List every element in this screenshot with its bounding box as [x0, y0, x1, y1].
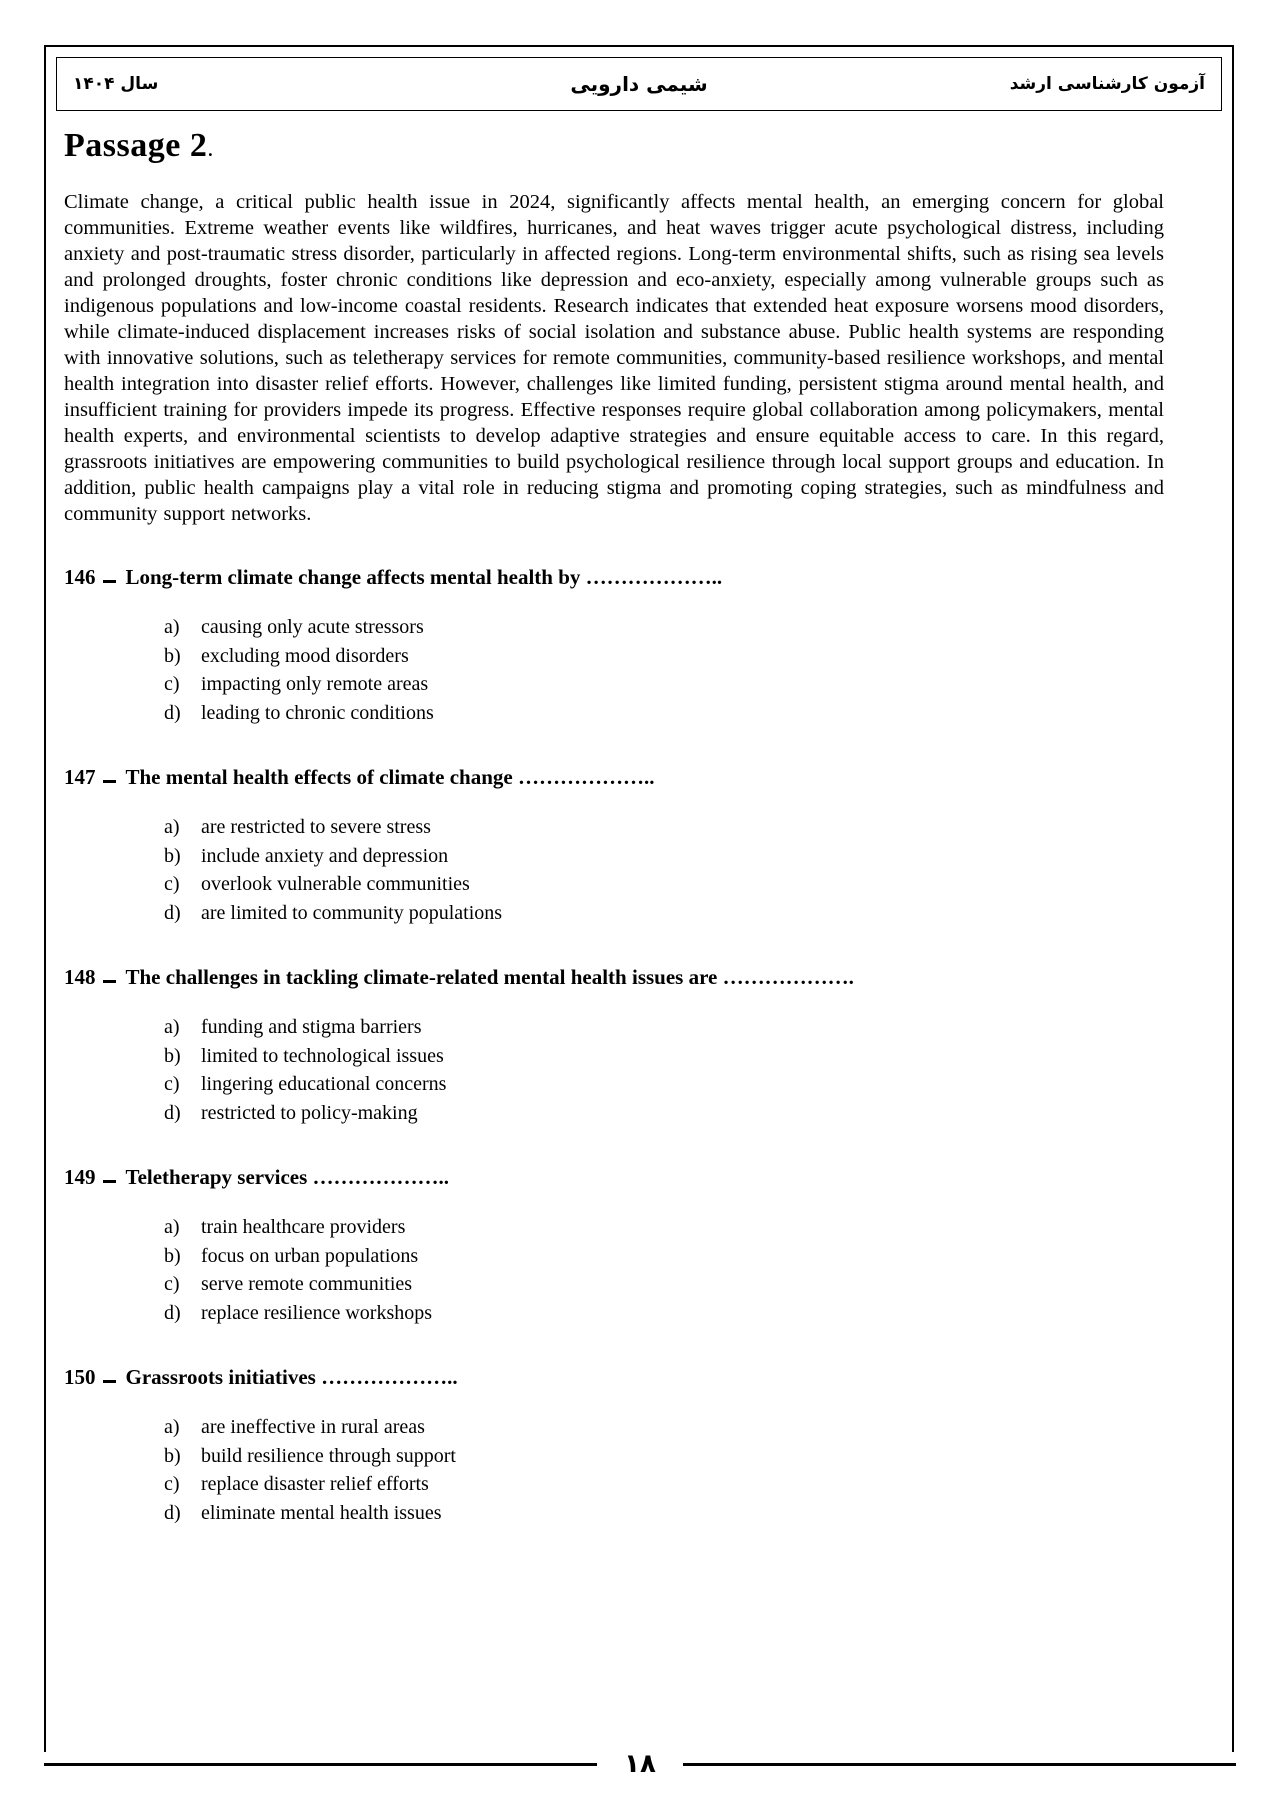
option-text: limited to technological issues	[201, 1044, 444, 1067]
option-row	[164, 670, 1164, 699]
question-dash	[103, 1180, 116, 1184]
option-row	[164, 1270, 1164, 1299]
option-text: are restricted to severe stress	[201, 816, 431, 838]
option-text: are ineffective in rural areas	[201, 1416, 425, 1438]
option-text: excluding mood disorders	[201, 644, 409, 667]
question-147-options	[164, 813, 1164, 927]
option-text: train healthcare providers	[201, 1216, 406, 1238]
option-letter: d)	[164, 701, 181, 724]
question-146-heading	[64, 563, 1164, 591]
option-row	[164, 1499, 1164, 1528]
option-row	[164, 1099, 1164, 1128]
option-letter: c)	[164, 873, 180, 895]
option-text: leading to chronic conditions	[201, 701, 434, 724]
option-letter: d)	[164, 901, 181, 924]
question-149-number: 149	[64, 1165, 96, 1189]
option-row	[164, 1242, 1164, 1271]
option-letter: b)	[164, 1044, 181, 1067]
passage-title	[64, 127, 1164, 165]
footer-rule-right	[683, 1763, 1236, 1766]
option-row	[164, 699, 1164, 728]
header-exam-label: آزمون کارشناسی ارشد	[1009, 74, 1205, 94]
option-text: causing only acute stressors	[201, 616, 424, 638]
option-letter: b)	[164, 1444, 181, 1467]
question-146-number: 146	[64, 565, 96, 589]
option-row	[164, 1470, 1164, 1499]
option-letter: a)	[164, 1416, 180, 1438]
option-letter: c)	[164, 1073, 180, 1095]
option-row	[164, 1013, 1164, 1042]
passage-title-text: Passage 2	[64, 127, 208, 164]
question-149-text: Teletherapy services ………………..	[125, 1165, 450, 1189]
question-147-text: The mental health effects of climate change ………………..	[125, 765, 655, 789]
question-150-text: Grassroots initiatives ………………..	[125, 1365, 458, 1389]
question-dash	[103, 580, 116, 584]
option-row	[164, 870, 1164, 899]
option-letter: b)	[164, 644, 181, 667]
option-text: replace resilience workshops	[201, 1301, 433, 1324]
option-row	[164, 1042, 1164, 1071]
option-text: serve remote communities	[201, 1273, 413, 1295]
option-letter: b)	[164, 1244, 181, 1267]
option-letter: c)	[164, 673, 180, 695]
question-dash	[103, 980, 116, 984]
option-letter: a)	[164, 1216, 180, 1238]
question-149-options	[164, 1213, 1164, 1327]
option-row	[164, 813, 1164, 842]
question-148-options	[164, 1013, 1164, 1127]
question-dash	[103, 780, 116, 784]
option-text: impacting only remote areas	[201, 673, 429, 695]
option-text: funding and stigma barriers	[201, 1016, 422, 1038]
question-150-heading	[64, 1363, 1164, 1391]
question-147-number: 147	[64, 765, 96, 789]
option-text: eliminate mental health issues	[201, 1501, 442, 1524]
page-header	[56, 57, 1222, 111]
question-150-options	[164, 1413, 1164, 1527]
option-letter: d)	[164, 1501, 181, 1524]
option-row	[164, 1413, 1164, 1442]
question-149	[64, 1163, 1164, 1327]
option-text: overlook vulnerable communities	[201, 873, 470, 895]
option-text: build resilience through support	[201, 1444, 456, 1467]
option-row	[164, 842, 1164, 871]
passage-title-period: .	[207, 136, 214, 162]
question-150	[64, 1363, 1164, 1527]
option-letter: d)	[164, 1301, 181, 1324]
page-frame	[44, 45, 1234, 1752]
option-letter: c)	[164, 1273, 180, 1295]
option-letter: b)	[164, 844, 181, 867]
question-149-heading	[64, 1163, 1164, 1191]
page-number: ۱۸	[624, 1749, 656, 1779]
option-row	[164, 1442, 1164, 1471]
question-148-number: 148	[64, 965, 96, 989]
option-text: include anxiety and depression	[201, 844, 449, 867]
option-letter: a)	[164, 816, 180, 838]
option-text: focus on urban populations	[201, 1244, 419, 1267]
question-dash	[103, 1380, 116, 1384]
option-text: are limited to community populations	[201, 901, 503, 924]
option-row	[164, 613, 1164, 642]
option-row	[164, 1299, 1164, 1328]
option-letter: c)	[164, 1473, 180, 1495]
header-subject-label: شیمی دارویی	[570, 72, 708, 96]
option-text: lingering educational concerns	[201, 1073, 447, 1095]
question-150-number: 150	[64, 1365, 96, 1389]
option-letter: a)	[164, 1016, 180, 1038]
option-row	[164, 899, 1164, 928]
option-row	[164, 1070, 1164, 1099]
question-148-text: The challenges in tackling climate-related mental health issues are ……………….	[125, 965, 854, 989]
option-letter: d)	[164, 1101, 181, 1124]
question-147-heading	[64, 763, 1164, 791]
passage-body: Climate change, a critical public health issue in 2024, significantly affects mental health, an emerging concern for global communities. Extreme weather events like wildfires, hurricanes, and heat waves trigger acute psychological distress, including anxiety and post-traumatic stress disorder, particularly in affected regions. Long-term environmental shifts, such as rising sea levels and prolonged droughts, foster chronic conditions like depression and eco-anxiety, especially among vulnerable groups such as indigenous populations and low-income coastal residents. Research indicates that extended heat exposure worsens mood disorders, while climate-induced displacement increases risks of social isolation and substance abuse. Public health systems are responding with innovative solutions, such as teletherapy services for remote communities, community-based resilience workshops, and mental health integration into disaster relief efforts. However, challenges like limited funding, persistent stigma around mental health, and insufficient training for providers impede its progress. Effective responses require global collaboration among policymakers, mental health experts, and environmental scientists to develop adaptive strategies and ensure equitable access to care. In this regard, grassroots initiatives are empowering communities to build psychological resilience through local support groups and education. In addition, public health campaigns play a vital role in reducing stigma and promoting coping strategies, such as mindfulness and community support networks.	[64, 191, 1164, 525]
option-row	[164, 1213, 1164, 1242]
option-row	[164, 642, 1164, 671]
question-146-options	[164, 613, 1164, 727]
question-147	[64, 763, 1164, 927]
footer-rule-left	[44, 1763, 597, 1766]
option-text: restricted to policy-making	[201, 1101, 418, 1124]
question-148	[64, 963, 1164, 1127]
page-content	[46, 127, 1232, 1527]
header-year-label: سال ۱۴۰۴	[73, 74, 159, 94]
question-146	[64, 563, 1164, 727]
option-letter: a)	[164, 616, 180, 638]
page-footer	[44, 1751, 1236, 1777]
question-148-heading	[64, 963, 1164, 991]
option-text: replace disaster relief efforts	[201, 1473, 429, 1495]
question-146-text: Long-term climate change affects mental health by ………………..	[125, 565, 723, 589]
